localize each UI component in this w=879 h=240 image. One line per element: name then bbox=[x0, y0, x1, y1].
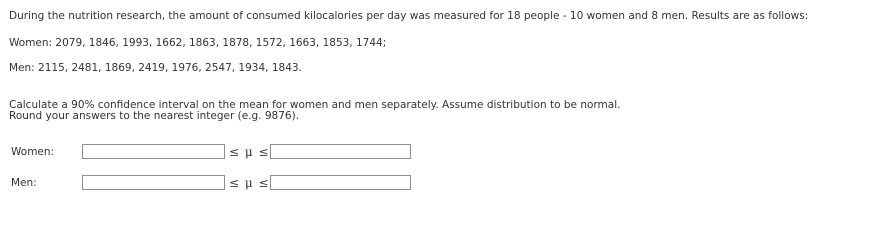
men-inequality: ≤ μ ≤ bbox=[229, 176, 270, 190]
women-lower-bound-input[interactable] bbox=[82, 144, 225, 159]
instruction-line-2: Round your answers to the nearest integer (e.g. 9876). bbox=[9, 110, 300, 122]
women-upper-bound-input[interactable] bbox=[270, 144, 411, 159]
men-upper-bound-input[interactable] bbox=[270, 175, 411, 190]
men-data: Men: 2115, 2481, 1869, 2419, 1976, 2547, 1934, 1843. bbox=[9, 62, 302, 74]
problem-intro: During the nutrition research, the amount of consumed kilocalories per day was measured for 18 people - 10 women and 8 men. Results are as follows: bbox=[9, 10, 809, 22]
men-label: Men: bbox=[11, 177, 37, 189]
men-lower-bound-input[interactable] bbox=[82, 175, 225, 190]
women-inequality: ≤ μ ≤ bbox=[229, 145, 270, 159]
women-label: Women: bbox=[11, 146, 55, 158]
instruction-line-1: Calculate a 90% confidence interval on the mean for women and men separately. Assume distribution to be normal. bbox=[9, 99, 621, 111]
women-data: Women: 2079, 1846, 1993, 1662, 1863, 1878, 1572, 1663, 1853, 1744; bbox=[9, 37, 387, 49]
